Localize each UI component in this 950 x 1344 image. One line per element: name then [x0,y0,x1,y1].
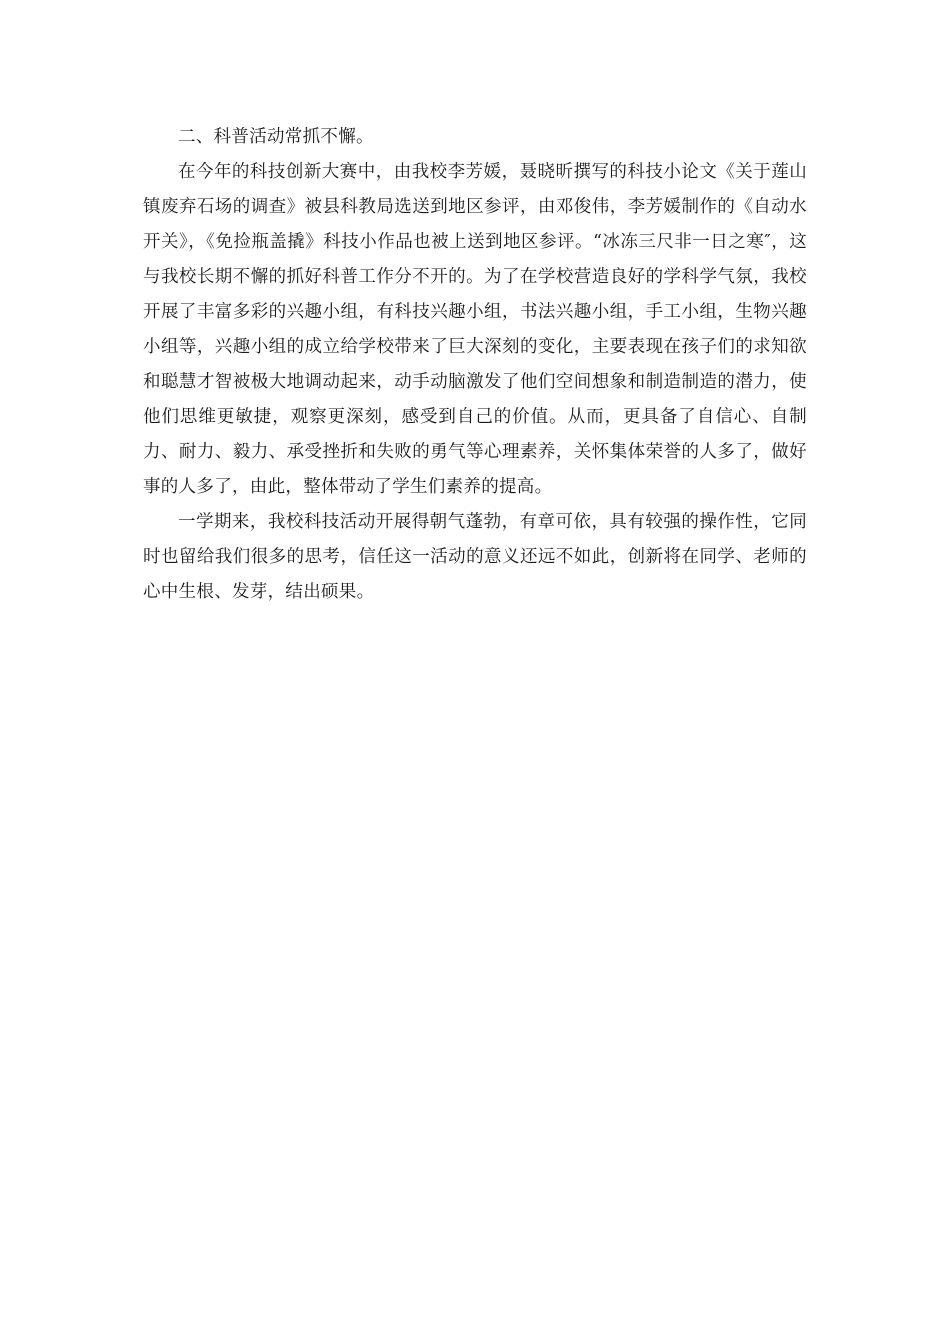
paragraph-science-activities: 在今年的科技创新大赛中，由我校李芳媛，聂晓昕撰写的科技小论文《关于莲山镇废弃石场的调查》被县科教局选送到地区参评，由邓俊伟，李芳媛制作的《自动水开关》，《免捡瓶盖撬》科技小作品也被上送到地区参评。“冰冻三尺非一日之寒″，这与我校长期不懈的抓好科普工作分不开的。为了在学校营造良好的学科学气氛，我校开展了丰富多彩的兴趣小组，有科技兴趣小组，书法兴趣小组，手工小组，生物兴趣小组等，兴趣小组的成立给学校带来了巨大深刻的变化，主要表现在孩子们的求知欲和聪慧才智被极大地调动起来，动手动脑激发了他们空间想象和制造制造的潜力，使他们思维更敏捷，观察更深刻，感受到自己的价值。从而，更具备了自信心、自制力、耐力、毅力、承受挫折和失败的勇气等心理素养，关怀集体荣誉的人多了，做好事的人多了，由此，整体带动了学生们素养的提高。 [143,162,807,497]
section-heading: 二、科普活动常抓不懈。 [178,127,374,147]
document-body [143,120,807,610]
paragraph-semester-summary: 一学期来，我校科技活动开展得朝气蓬勃，有章可依，具有较强的操作性，它同时也留给我们很多的思考，信任这一活动的意义还远不如此，创新将在同学、老师的心中生根、发芽，结出硕果。 [143,512,807,602]
